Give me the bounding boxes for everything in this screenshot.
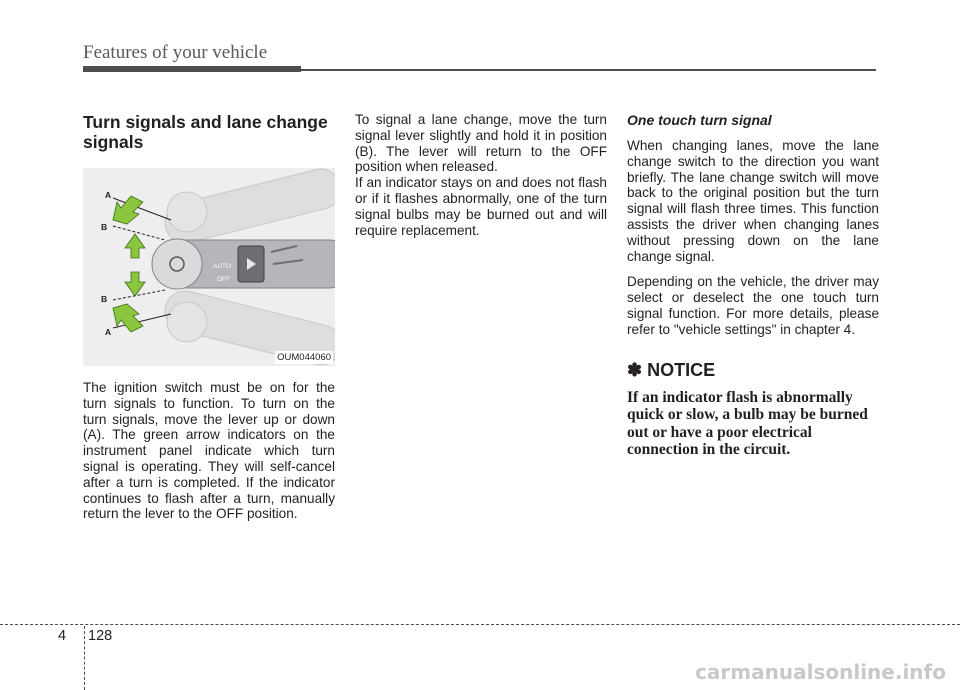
notice-heading-text: NOTICE xyxy=(647,359,716,380)
header-rule-thin xyxy=(301,69,876,71)
lever-off-label: OFF xyxy=(217,276,230,283)
footer-rule xyxy=(0,624,960,625)
lever-ghost-upper xyxy=(161,168,335,247)
subheading-one-touch: One touch turn signal xyxy=(627,112,772,128)
section-heading: Turn signals and lane change signals xyxy=(83,112,328,152)
footer-divider xyxy=(84,626,85,690)
notice-text: If an indicator flash is abnormally quick or slow, a bulb may be burned out or have a poor electrical connection in the circuit. xyxy=(627,388,868,459)
lever-auto-label: AUTO xyxy=(213,263,231,270)
label-b-bottom: B xyxy=(101,294,108,304)
notice-symbol-icon: ✽ xyxy=(627,359,643,380)
arrow-up-icon xyxy=(125,234,145,258)
turn-signal-lever-figure xyxy=(83,168,335,366)
page-number: 128 xyxy=(88,628,113,644)
vehicle-settings-paragraph: Depending on the vehicle, the driver may select or deselect the one touch turn signal function. For more details, please refer to "vehicle settings" in chapter 4. xyxy=(627,274,879,337)
green-arrows xyxy=(113,196,145,332)
turn-signal-paragraph: The ignition switch must be on for the turn signals to function. To turn on the turn signals, move the lever up or down (A). The green arrow indicators on the instrument panel indicate which turn signal is operating. They will self-cancel after a turn is completed. If the indicator continues to flash after a turn, manually return the lever to the OFF position. xyxy=(83,380,335,522)
running-header: Features of your vehicle xyxy=(83,42,268,63)
lever-illustration xyxy=(83,168,335,366)
indicator-paragraph: If an indicator stays on and does not flash or if it flashes abnormally, one of the turn signal bulbs may be burned out and will require replacement. xyxy=(355,175,607,238)
one-touch-paragraph: When changing lanes, move the lane change switch to the direction you want briefly. The lane change switch will move back to the original position but the turn signal will flash three times. This function assists the driver when changing lanes without pressing down on the lane change signal. xyxy=(627,138,879,264)
label-a-bottom: A xyxy=(105,327,112,337)
column-left xyxy=(83,112,335,522)
label-b-top: B xyxy=(101,222,108,232)
lane-change-paragraph: To signal a lane change, move the turn signal lever slightly and hold it in position (B). The lever will return to the OFF position when released. xyxy=(355,112,607,175)
arrow-down-diagonal-icon xyxy=(113,304,143,332)
header-rule-thick xyxy=(83,66,301,72)
figure-code: OUM044060 xyxy=(277,352,331,363)
watermark: carmanualsonline.info xyxy=(695,660,946,684)
chapter-number: 4 xyxy=(58,628,67,644)
column-middle xyxy=(355,112,607,238)
notice-heading xyxy=(627,360,879,381)
lever-main xyxy=(152,239,335,289)
column-right xyxy=(627,112,879,459)
label-a-top: A xyxy=(105,190,112,200)
arrow-down-icon xyxy=(125,272,145,296)
